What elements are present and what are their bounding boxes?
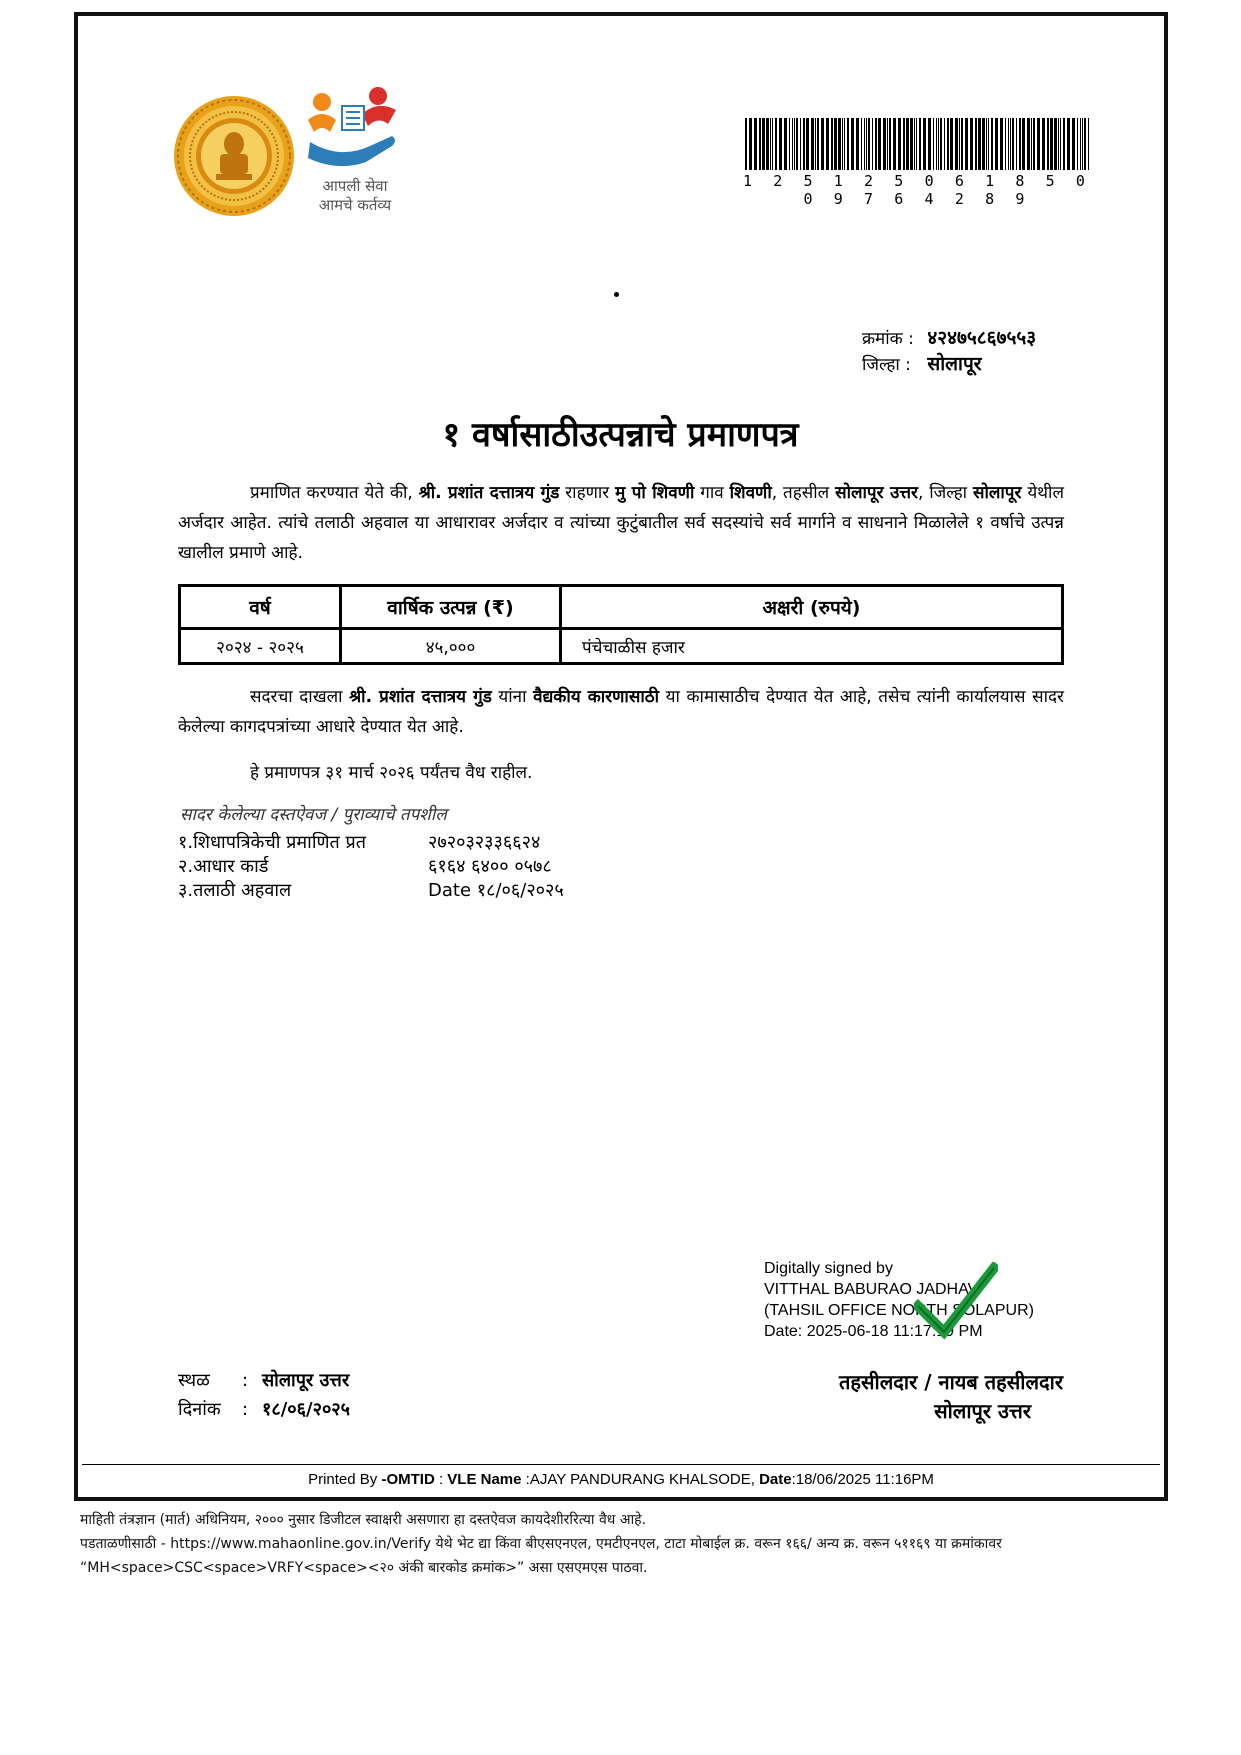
- signature-line-3: (TAHSIL OFFICE NORTH SOLAPUR): [764, 1302, 1034, 1319]
- barcode-bar: [861, 118, 862, 170]
- barcode-bar: [749, 118, 752, 170]
- barcode-bar: [1060, 118, 1061, 170]
- barcode-bar: [914, 118, 915, 170]
- barcode-bar: [800, 118, 801, 170]
- barcode-bar: [883, 118, 886, 170]
- para1-text-5: , जिल्हा: [917, 483, 973, 503]
- barcode-number: 1 2 5 1 2 5 0 6 1 8 5 0 0 9 7 6 4 2 8 9: [743, 172, 1092, 208]
- barcode-bar: [1027, 118, 1030, 170]
- sthal-label: स्थळ: [178, 1370, 210, 1391]
- barcode-bar: [872, 118, 873, 170]
- header-in-words: अक्षरी (रुपये): [561, 586, 1063, 629]
- para1-text-1: प्रमाणित करण्यात येते की,: [250, 483, 419, 503]
- certificate-purpose: वैद्यकीय कारणासाठी: [533, 687, 660, 707]
- barcode-bar: [745, 118, 747, 170]
- header-annual-income: वार्षिक उत्पन्न (₹): [341, 586, 561, 629]
- barcode-bar: [1058, 118, 1059, 170]
- office-location: सोलापूर उत्तर: [934, 1399, 1031, 1423]
- barcode-bar: [906, 118, 909, 170]
- barcode-bar: [893, 118, 896, 170]
- document-value: २७२०३२३३६६२४: [428, 832, 541, 853]
- barcode-bar: [916, 118, 917, 170]
- signature-line-4: Date: 2025-06-18 11:17:19 PM: [764, 1323, 983, 1340]
- dinank-label: दिनांक: [178, 1399, 221, 1420]
- barcode-bar: [961, 118, 963, 170]
- barcode-bar: [1067, 118, 1070, 170]
- colon: :: [242, 1370, 249, 1391]
- barcode-bar: [933, 118, 934, 170]
- document-value: Date १८/०६/२०२५: [428, 880, 564, 901]
- maharashtra-seal-icon: [170, 92, 298, 220]
- certificate-title: १ वर्षासाठीउत्पन्नाचे प्रमाणपत्र: [442, 415, 799, 455]
- barcode-bar: [803, 118, 805, 170]
- barcode-bar: [887, 118, 888, 170]
- printed-by-label: Printed By: [308, 1471, 382, 1488]
- jilha-row: [862, 350, 982, 376]
- kramank-value: ४२४७५८६७५५३: [927, 327, 1037, 349]
- barcode-bar: [1050, 118, 1053, 170]
- date-row: [178, 1397, 350, 1421]
- barcode-bar: [868, 118, 870, 170]
- barcode-bar: [982, 118, 985, 170]
- barcode-bar: [844, 118, 845, 170]
- decorative-dot: [614, 292, 619, 297]
- barcode-bar: [1054, 118, 1057, 170]
- barcode-bar: [847, 118, 849, 170]
- vle-name-label: VLE Name: [447, 1471, 522, 1488]
- footer-verify-line: पडताळणीसाठी - https://www.mahaonline.gov.in/Verify येथे भेट द्या किंवा बीएसएनएल, एमटीएनएल, टाटा मोबाईल क्र. वरून १६६/ अन्य क्र. वरून ५११६९ या क्रमांकावर: [80, 1536, 1002, 1552]
- barcode-bar: [1047, 118, 1049, 170]
- verified-check-icon: [914, 1262, 998, 1340]
- barcode-bar: [796, 118, 798, 170]
- barcode-bar: [794, 118, 795, 170]
- income-table: [178, 584, 1064, 665]
- para2-applicant-name: श्री. प्रशांत दत्तात्रय गुंड: [349, 687, 492, 707]
- barcode-bar: [936, 118, 937, 170]
- barcode-bar: [878, 118, 881, 170]
- certification-paragraph: [178, 478, 1064, 568]
- colon: :: [242, 1399, 249, 1420]
- barcode-bar: [1080, 118, 1081, 170]
- applicant-address: मु पो शिवणी: [615, 483, 695, 503]
- barcode-bar: [792, 118, 793, 170]
- barcode-bar: [831, 118, 833, 170]
- barcode-bar: [928, 118, 931, 170]
- applicant-name: श्री. प्रशांत दत्तात्रय गुंड: [418, 483, 560, 503]
- barcode-bar: [1037, 118, 1040, 170]
- barcode-bar: [817, 118, 819, 170]
- barcode-bar: [838, 118, 841, 170]
- barcode-bar: [834, 118, 837, 170]
- cell-year: २०२४ - २०२५: [180, 629, 341, 664]
- dinank-value: १८/०६/२०२५: [262, 1399, 351, 1420]
- para1-text-3: गाव: [694, 483, 730, 503]
- barcode-bar: [1022, 118, 1025, 170]
- barcode-bar: [889, 118, 891, 170]
- cell-income-words: पंचेचाळीस हजार: [561, 629, 1063, 664]
- omtid: -OMTID: [381, 1471, 435, 1488]
- barcode-bar: [986, 118, 987, 170]
- barcode-bar: [856, 118, 859, 170]
- signature-line-2: VITTHAL BABURAO JADHAV: [764, 1281, 979, 1298]
- barcode-bar: [784, 118, 787, 170]
- barcode-bar: [898, 118, 901, 170]
- barcode-bar: [766, 118, 769, 170]
- divider: [82, 1464, 1160, 1465]
- applicant-village: शिवणी: [729, 483, 772, 503]
- income-table-header: [180, 586, 1063, 629]
- barcode-bar: [775, 118, 777, 170]
- barcode-bar: [1033, 118, 1035, 170]
- para1-text-4: , तहसील: [771, 483, 836, 503]
- kramank-label: क्रमांक :: [862, 329, 914, 349]
- barcode-bar: [903, 118, 905, 170]
- para2-text-2: यांना: [491, 687, 534, 707]
- cell-income: ४५,०००: [341, 629, 561, 664]
- header-year: वर्ष: [180, 586, 341, 629]
- aaple-seva-logo: [300, 80, 410, 220]
- print-date-label: Date: [759, 1471, 792, 1488]
- barcode-bar: [806, 118, 809, 170]
- barcode-bar: [826, 118, 829, 170]
- barcode-bar: [910, 118, 913, 170]
- document-label: २.आधार कार्ड: [178, 856, 269, 877]
- documents-title: सादर केलेल्या दस्तऐवज / पुराव्याचे तपशील: [180, 805, 447, 825]
- barcode-bar: [919, 118, 921, 170]
- document-label: ३.तलाठी अहवाल: [178, 880, 292, 901]
- barcode-bar: [923, 118, 926, 170]
- footer-legal-line: माहिती तंत्रज्ञान (मार्त) अधिनियम, २००० नुसार डिजीटल स्वाक्षरी असणारा हा दस्तऐवज कायदेशीररित्या वैध आहे.: [80, 1512, 647, 1528]
- barcode-bar: [789, 118, 790, 170]
- barcode-bar: [1016, 118, 1017, 170]
- barcode-bar: [950, 118, 953, 170]
- barcode-bar: [955, 118, 958, 170]
- barcode-bar: [1000, 118, 1003, 170]
- logo-tagline-line1: आपली सेवा: [322, 177, 388, 195]
- document-label: १.शिधापत्रिकेची प्रमाणित प्रत: [178, 832, 367, 853]
- barcode-bar: [811, 118, 814, 170]
- applicant-district: सोलापूर: [972, 483, 1022, 503]
- barcode-bar: [866, 118, 867, 170]
- barcode-bar: [875, 118, 877, 170]
- barcode-icon: [743, 118, 1091, 170]
- applicant-taluka: सोलापूर उत्तर: [835, 483, 918, 503]
- footer-sms-line: “MH<space>CSC<space>VRFY<space><२० अंकी बारकोड क्रमांक>” असा एसएमएस पाठवा.: [80, 1560, 648, 1576]
- barcode-bar: [759, 118, 761, 170]
- barcode-bar: [970, 118, 973, 170]
- barcode-bar: [842, 118, 843, 170]
- validity-line: [178, 758, 1064, 788]
- barcode-bar: [978, 118, 981, 170]
- barcode-bar: [754, 118, 757, 170]
- table-row: [180, 629, 1063, 664]
- jilha-value: सोलापूर: [927, 353, 982, 375]
- barcode-bar: [864, 118, 865, 170]
- barcode-bar: [1031, 118, 1032, 170]
- para2-text-1: सदरचा दाखला: [250, 687, 350, 707]
- separator: :: [434, 1471, 448, 1488]
- barcode-bar: [1063, 118, 1065, 170]
- barcode-bar: [779, 118, 782, 170]
- barcode-bar: [988, 118, 989, 170]
- barcode-bar: [1084, 118, 1086, 170]
- barcode-bar: [1008, 118, 1009, 170]
- print-date-value: :18/06/2025 11:16PM: [791, 1471, 934, 1488]
- barcode-bar: [975, 118, 977, 170]
- barcode-bar: [851, 118, 854, 170]
- barcode-bar: [1019, 118, 1021, 170]
- jilha-label: जिल्हा :: [862, 355, 911, 375]
- barcode-bar: [991, 118, 993, 170]
- barcode-bar: [947, 118, 949, 170]
- barcode-bar: [1005, 118, 1006, 170]
- signature-line-1: Digitally signed by: [764, 1260, 893, 1277]
- barcode-bar: [821, 118, 824, 170]
- aaple-seva-icon: [300, 80, 410, 175]
- barcode-bar: [762, 118, 765, 170]
- office-designation: तहसीलदार / नायब तहसीलदार: [838, 1370, 1063, 1394]
- document-value: ६१६४ ६४०० ०५७८: [428, 856, 552, 877]
- barcode-bar: [1088, 118, 1089, 170]
- purpose-paragraph: [178, 682, 1064, 742]
- barcode-bar: [940, 118, 942, 170]
- barcode-bar: [1082, 118, 1083, 170]
- barcode-bar: [815, 118, 816, 170]
- validity-text: हे प्रमाणपत्र ३१ मार्च २०२६ पर्यंतच वैध राहील.: [250, 763, 533, 783]
- barcode-bar: [1042, 118, 1045, 170]
- kramank-row: [862, 324, 1036, 350]
- logo-tagline-line2: आमचे कर्तव्य: [318, 196, 392, 214]
- barcode-bar: [944, 118, 945, 170]
- sthal-value: सोलापूर उत्तर: [262, 1370, 350, 1391]
- para2-text-3: या कामासाठीच देण्यात येत आहे, तसेच त्यांनी कार्यालयास सादर केलेल्या कागदपत्रांच्या आधारे देण्यात येत आहे.: [178, 687, 1064, 737]
- vle-name-value: :AJAY PANDURANG KHALSODE,: [521, 1471, 760, 1488]
- para1-text-2: राहणार: [559, 483, 616, 503]
- para1-text-6: येथील अर्जदार आहेत. त्यांचे तलाठी अहवाल या आधारावर अर्जदार व त्यांच्या कुटुंबातील सर्व सदस्यांचे सर्व मार्गाने व साधनाने मिळालेले १ वर्षाचे उत्पन्न खालील प्रमाणे आहे.: [178, 483, 1064, 563]
- barcode-bar: [1010, 118, 1011, 170]
- barcode-bar: [959, 118, 960, 170]
- barcode-bar: [938, 118, 939, 170]
- barcode-bar: [772, 118, 773, 170]
- barcode-bar: [1077, 118, 1078, 170]
- place-row: [178, 1368, 349, 1392]
- barcode-bar: [770, 118, 771, 170]
- barcode-bar: [995, 118, 998, 170]
- barcode-bar: [1012, 118, 1014, 170]
- printed-by-line: [82, 1471, 1160, 1488]
- barcode-bar: [1072, 118, 1075, 170]
- barcode-bar: [965, 118, 968, 170]
